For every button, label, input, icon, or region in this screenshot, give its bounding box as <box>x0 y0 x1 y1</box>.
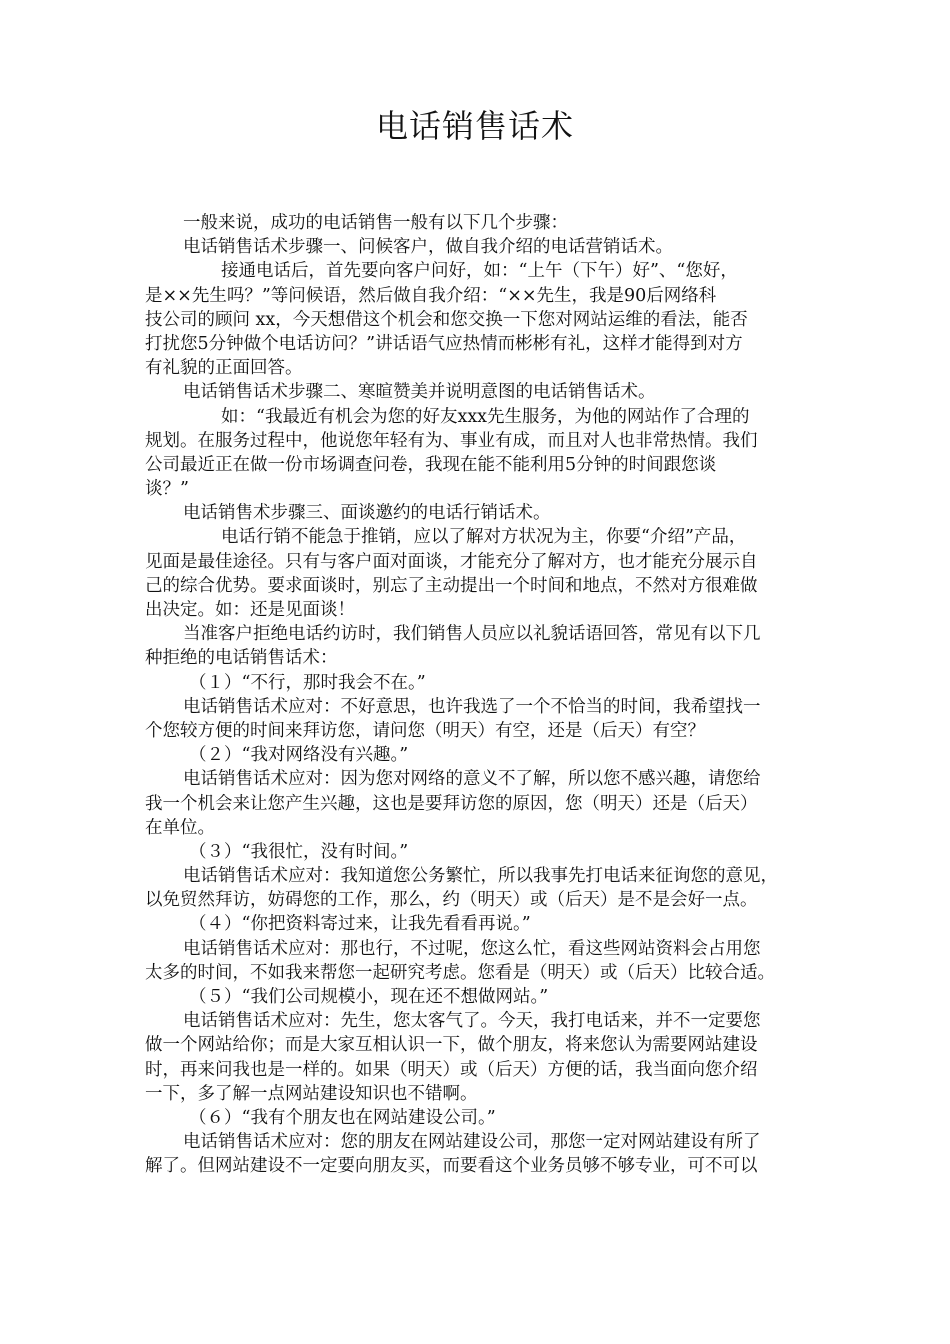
paragraph-line: 规划。在服务过程中，他说您年轻有为、事业有成，而且对人也非常热情。我们 <box>145 430 758 451</box>
paragraph-line: 电话销售话术应对：先生，您太客气了。今天，我打电话来，并不一定要您 <box>183 1011 761 1032</box>
paragraph-line: 公司最近正在做一份市场调查问卷，我现在能不能利用5分钟的时间跟您谈 <box>145 454 717 475</box>
paragraph-line: （４）“你把资料寄过来，让我先看看再说。” <box>189 914 531 935</box>
paragraph-line: 时，再来问我也是一样的。如果（明天）或（后天）方便的话，我当面向您介绍 <box>145 1059 758 1080</box>
paragraph-line: （２）“我对网络没有兴趣。” <box>189 745 409 766</box>
paragraph-line: 电话行销不能急于推销，应以了解对方状况为主，你要“介绍”产品， <box>221 527 747 548</box>
paragraph-line: （６）“我有个朋友也在网站建设公司。” <box>189 1107 496 1128</box>
paragraph-line: 一般来说，成功的电话销售一般有以下几个步骤： <box>183 213 568 233</box>
document-body <box>145 211 845 1179</box>
paragraph-line: 谈？” <box>145 479 189 500</box>
paragraph-line: 以免贸然拜访，妨碍您的工作，那么，约（明天）或（后天）是不是会好一点。 <box>145 890 758 911</box>
paragraph-line: 电话销售话术应对：我知道您公务繁忙，所以我事先打电话来征询您的意见， <box>183 866 778 887</box>
paragraph-line: 技公司的顾问 xx，今天想借这个机会和您交换一下您对网站运维的看法，能否 <box>145 309 748 330</box>
paragraph-line: 太多的时间，不如我来帮您一起研究考虑。您看是（明天）或（后天）比较合适。 <box>145 962 775 983</box>
paragraph-line: 我一个机会来让您产生兴趣，这也是要拜访您的原因，您（明天）还是（后天） <box>145 793 758 814</box>
paragraph-line: 一下，多了解一点网站建设知识也不错啊。 <box>145 1083 478 1104</box>
paragraph-line: 电话销售话术应对：不好意思，也许我选了一个不恰当的时间，我希望找一 <box>183 696 761 717</box>
paragraph-line: 电话销售术步骤三、面谈邀约的电话行销话术。 <box>183 503 551 524</box>
paragraph-line: 电话销售话术应对：那也行，不过呢，您这么忙，看这些网站资料会占用您 <box>183 938 761 959</box>
paragraph-line: 如：“我最近有机会为您的好友xxx先生服务，为他的网站作了合理的 <box>221 406 750 427</box>
paragraph-line: 在单位。 <box>145 817 215 838</box>
paragraph-line: （３）“我很忙，没有时间。” <box>189 841 409 862</box>
paragraph-line: 打扰您5分钟做个电话访问？”讲话语气应热情而彬彬有礼，这样才能得到对方 <box>145 333 743 354</box>
paragraph-line: 出决定。如：还是见面谈！ <box>145 600 355 620</box>
paragraph-line: 做一个网站给你；而是大家互相认识一下，做个朋友，将来您认为需要网站建设 <box>145 1035 758 1056</box>
paragraph-line: 电话销售话术步骤一、问候客户，做自我介绍的电话营销话术。 <box>183 237 673 258</box>
paragraph-line: 种拒绝的电话销售话术： <box>145 648 338 669</box>
paragraph-line: 是××先生吗？”等问候语，然后做自我介绍：“××先生，我是90后网络科 <box>145 285 717 306</box>
paragraph-line: 当准客户拒绝电话约访时，我们销售人员应以礼貌话语回答，常见有以下几 <box>183 624 761 645</box>
paragraph-line: （１）“不行，那时我会不在。” <box>189 672 426 693</box>
paragraph-line: 个您较方便的时间来拜访您，请问您（明天）有空，还是（后天）有空？ <box>145 720 705 741</box>
paragraph-line: 见面是最佳途径。只有与客户面对面谈，才能充分了解对方，也才能充分展示自 <box>145 551 758 572</box>
paragraph-line: 接通电话后，首先要向客户问好，如：“上午（下午）好”、“您好， <box>221 261 738 282</box>
paragraph-line: 电话销售话术应对：您的朋友在网站建设公司，那您一定对网站建设有所了 <box>183 1132 761 1153</box>
paragraph-line: （５）“我们公司规模小，现在还不想做网站。” <box>189 987 549 1007</box>
paragraph-line: 有礼貌的正面回答。 <box>145 358 303 379</box>
paragraph-line: 电话销售话术应对：因为您对网络的意义不了解，所以您不感兴趣，请您给 <box>183 769 761 790</box>
paragraph-line: 己的综合优势。要求面谈时，别忘了主动提出一个时间和地点，不然对方很难做 <box>145 575 758 596</box>
paragraph-line: 电话销售话术步骤二、寒暄赞美并说明意图的电话销售话术。 <box>183 382 656 403</box>
paragraph-line: 解了。但网站建设不一定要向朋友买，而要看这个业务员够不够专业，可不可以 <box>145 1156 758 1177</box>
document-title: 电话销售话术 <box>375 107 574 145</box>
